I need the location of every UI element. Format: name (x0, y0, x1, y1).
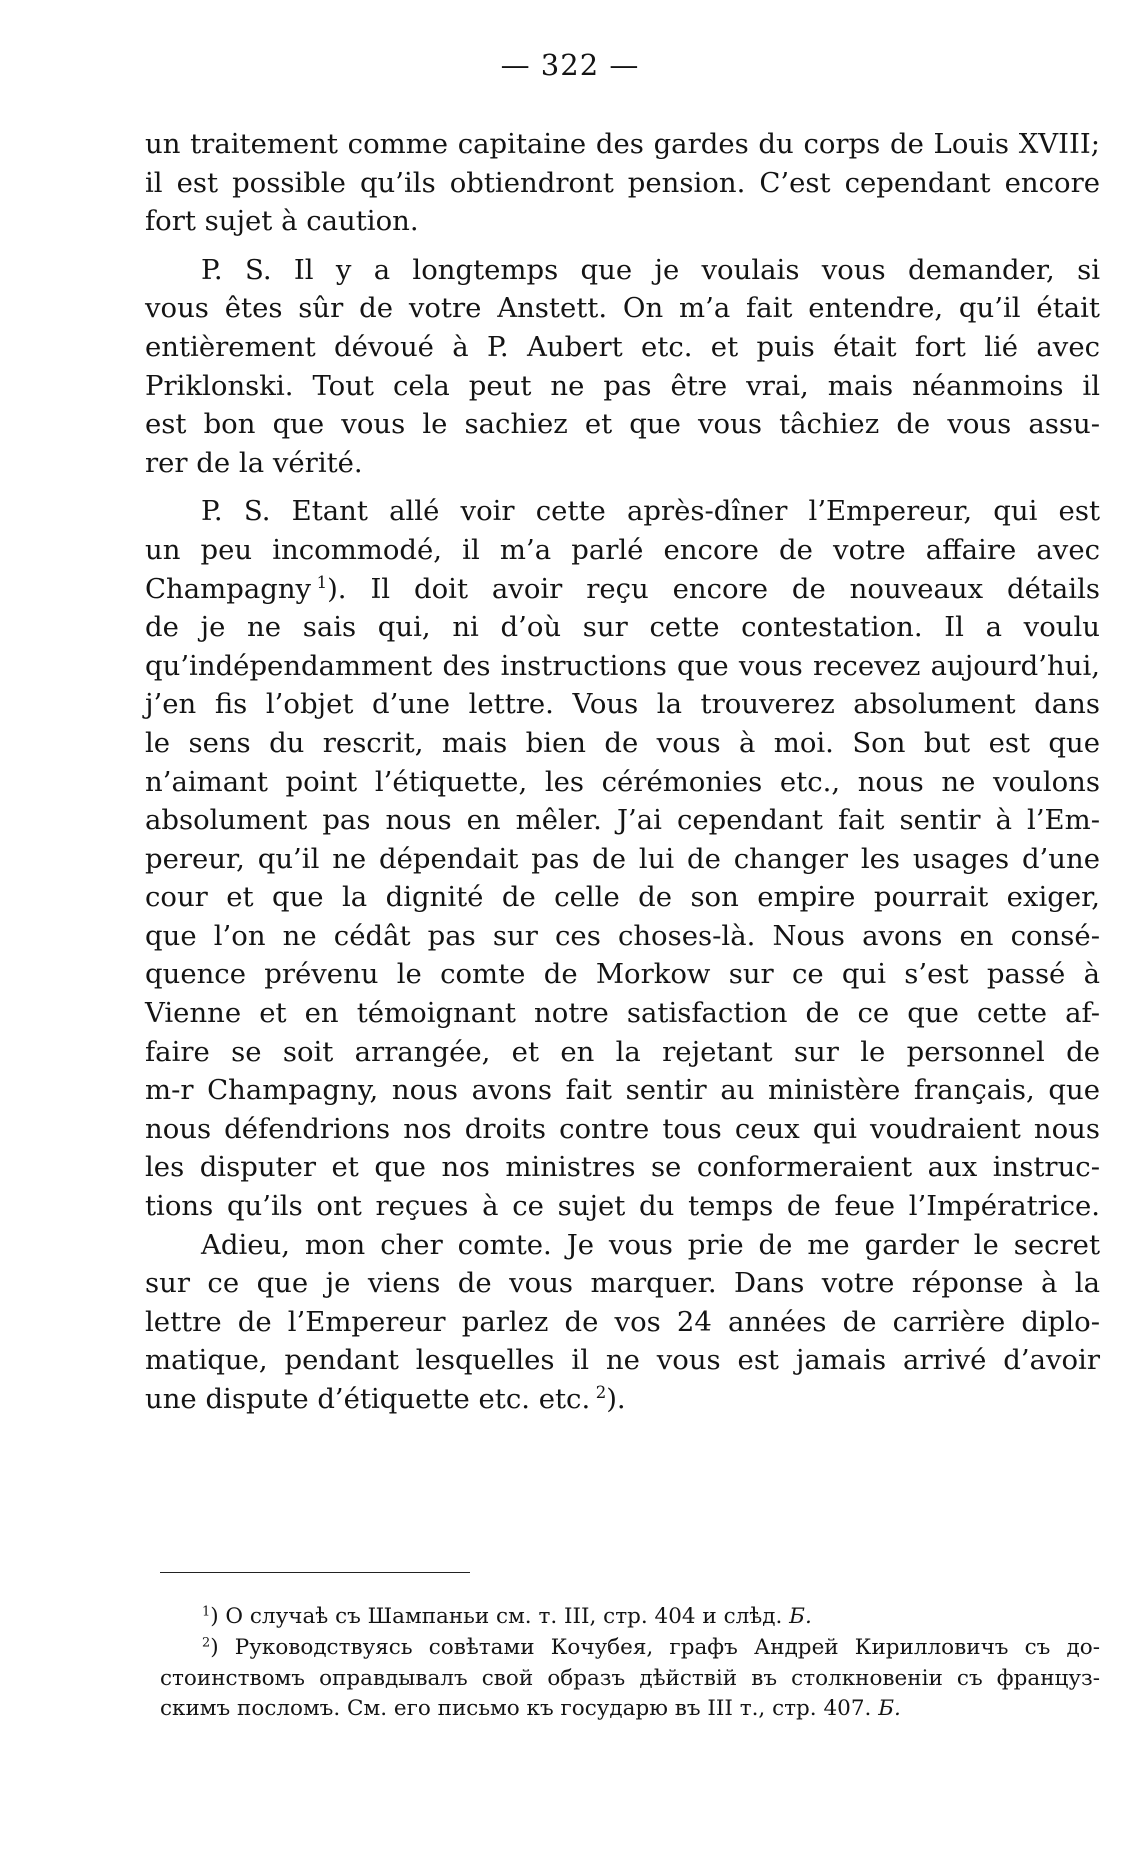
footnote-line: стоинствомъ оправдывалъ свой образъ дѣйствій въ столкновеніи съ француз- (160, 1665, 1100, 1691)
text-line: j’en fis l’objet d’une lettre. Vous la trouverez absolument dans (145, 688, 1100, 721)
editor-initial: Б. (878, 1696, 901, 1722)
text-line: est bon que vous le sachiez et que vous tâchiez de vous assu- (145, 408, 1100, 441)
footnote-marker: 2 (595, 1383, 607, 1403)
text-line: matique, pendant lesquelles il ne vous est jamais arrivé d’avoir (145, 1344, 1100, 1377)
text-line: absolument pas nous en mêler. J’ai cependant fait sentir à l’Em- (145, 804, 1100, 837)
text-line: cour et que la dignité de celle de son empire pourrait exiger, (145, 881, 1100, 914)
footnote (160, 1633, 1100, 1725)
main-text (145, 125, 1100, 1419)
editor-initial: Б. (789, 1604, 812, 1629)
text-line: tions qu’ils ont reçues à ce sujet du temps de feue l’Impératrice. (145, 1190, 1100, 1223)
text-line: faire se soit arrangée, et en la rejetant sur le personnel de (145, 1035, 1100, 1068)
text-line: un peu incommodé, il m’a parlé encore de votre affaire avec (145, 533, 1100, 566)
text-segment: ) Руководствуясь совѣтами Кочубея, графъ Андрей Кирилловичъ съ до- (210, 1634, 1100, 1660)
footnote-line (160, 1633, 1100, 1664)
text-line: fort sujet à caution. (145, 205, 419, 238)
text-line: nous défendrions nos droits contre tous ceux qui voudraient nous (145, 1112, 1100, 1145)
text-line: de je ne sais qui, ni d’où sur cette contestation. Il a voulu (145, 611, 1100, 644)
text-segment: ). (606, 1383, 626, 1415)
footnote-divider (160, 1572, 470, 1573)
text-line: Adieu, mon cher comte. Je vous prie de me garder le secret (201, 1228, 1100, 1261)
footnote-line (160, 1602, 1100, 1633)
text-line: pereur, qu’il ne dépendait pas de lui de changer les usages d’une (145, 842, 1100, 875)
footnote-marker: 1 (202, 1604, 211, 1620)
footnote-marker: 1 (316, 572, 328, 592)
text-line: lettre de l’Empereur parlez de vos 24 années de carrière diplo- (145, 1305, 1100, 1338)
text-line: Priklonski. Tout cela peut ne pas être vrai, mais néanmoins il (145, 369, 1100, 402)
paragraph (145, 1226, 1100, 1419)
paragraph (145, 125, 1100, 241)
text-segment: ). Il doit avoir reçu encore de nouveaux détails (327, 572, 1100, 605)
footnote-line (160, 1694, 1100, 1725)
text-line: Vienne et en témoignant notre satisfaction de ce que cette af- (145, 997, 1100, 1030)
text-segment: Champagny (145, 572, 312, 605)
paragraph (145, 251, 1100, 483)
text-line: que l’on ne cédât pas sur ces choses-là. Nous avons en consé- (145, 919, 1100, 952)
text-line: P. S. Il y a longtemps que je voulais vous demander, si (201, 253, 1100, 286)
text-line: il est possible qu’ils obtiendront pension. C’est cependant encore (145, 166, 1100, 199)
text-line (145, 1380, 1100, 1419)
text-line: le sens du rescrit, mais bien de vous à moi. Son but est que (145, 726, 1100, 759)
text-line: rer de la vérité. (145, 446, 363, 479)
footnote-marker: 2 (202, 1635, 211, 1651)
text-line: sur ce que je viens de vous marquer. Dans votre réponse à la (145, 1267, 1100, 1300)
text-line: n’aimant point l’étiquette, les cérémonies etc., nous ne voulons (145, 765, 1100, 798)
text-line: entièrement dévoué à P. Aubert etc. et puis était fort lié avec (145, 330, 1100, 363)
text-segment: скимъ посломъ. См. его письмо къ государю въ III т., стр. 407. (160, 1696, 872, 1722)
paragraph (145, 492, 1100, 1225)
footnotes (160, 1602, 1100, 1725)
page-number: — 322 — (500, 48, 640, 82)
text-line: P. S. Etant allé voir cette après-dîner l’Empereur, qui est (201, 495, 1100, 528)
text-line: qu’indépendamment des instructions que vous recevez aujourd’hui, (145, 649, 1100, 682)
text-line (145, 570, 1100, 609)
text-line: m-r Champagny, nous avons fait sentir au ministère français, que (145, 1074, 1100, 1107)
text-segment: ) О случаѣ съ Шампаньи см. т. III, стр. 404 и слѣд. (210, 1604, 783, 1629)
footnote (160, 1602, 1100, 1633)
text-line: vous êtes sûr de votre Anstett. On m’a fait entendre, qu’il était (145, 292, 1100, 325)
text-line: quence prévenu le comte de Morkow sur ce qui s’est passé à (145, 958, 1100, 991)
text-segment: une dispute d’étiquette etc. etc. (145, 1383, 591, 1415)
text-line: les disputer et que nos ministres se conformeraient aux instruc- (145, 1151, 1100, 1184)
text-line: un traitement comme capitaine des gardes du corps de Louis XVIII; (145, 128, 1100, 160)
